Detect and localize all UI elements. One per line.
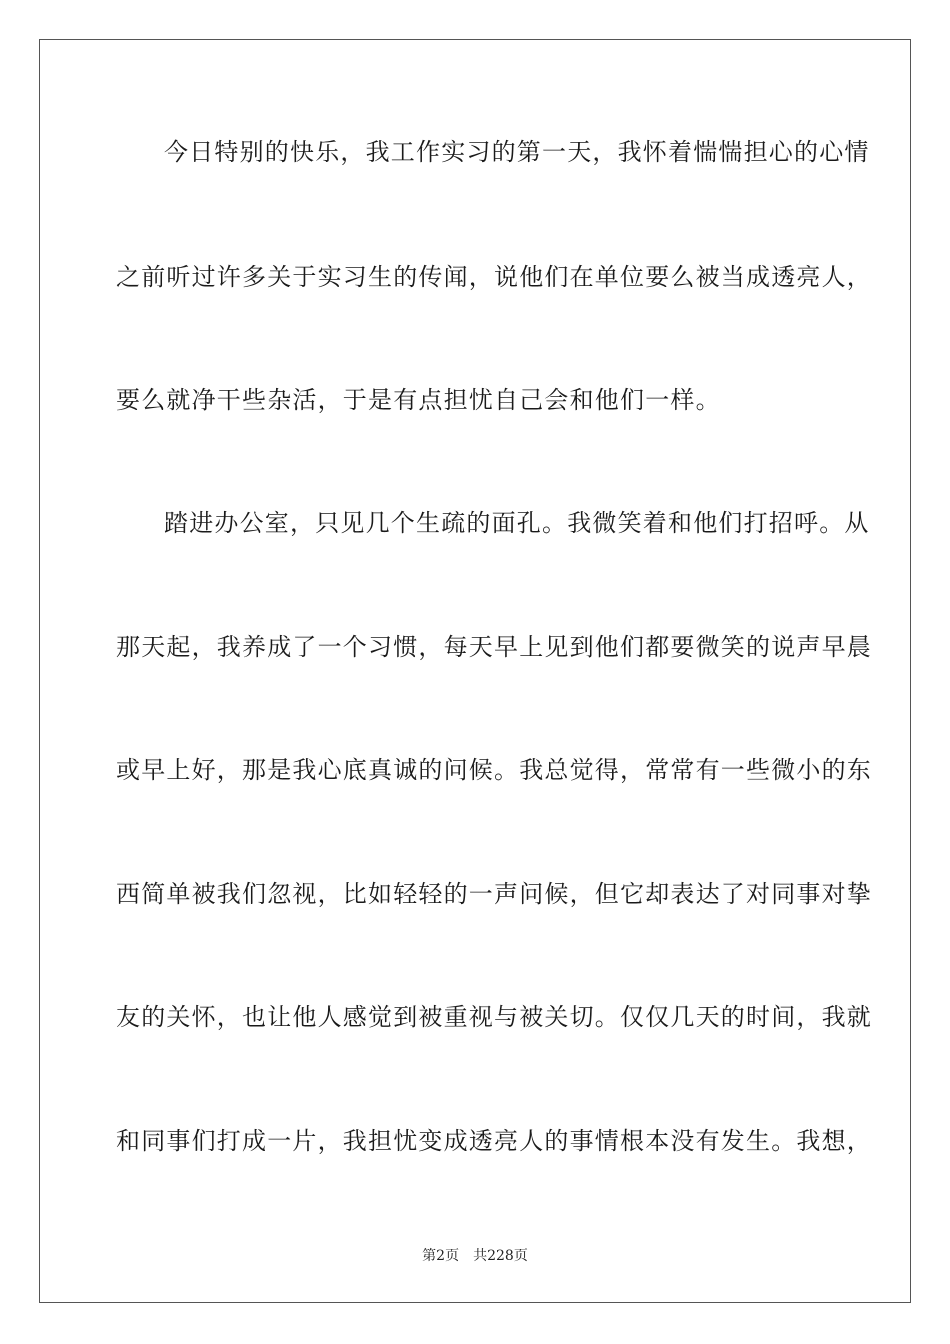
paragraph-line: 或早上好，那是我心底真诚的问候。我总觉得，常常有一些微小的东	[116, 756, 872, 784]
page-total: 共228页	[473, 1248, 528, 1264]
paragraph-line: 那天起，我养成了一个习惯，每天早上见到他们都要微笑的说声早晨	[116, 633, 872, 661]
paragraph-line: 之前听过许多关于实习生的传闻，说他们在单位要么被当成透亮人，	[116, 263, 872, 291]
page-footer	[0, 1247, 950, 1265]
paragraph-line: 今日特别的快乐，我工作实习的第一天，我怀着惴惴担心的心情	[164, 138, 870, 166]
paragraph-line: 要么就净干些杂活，于是有点担忧自己会和他们一样。	[116, 386, 721, 414]
paragraph-line: 西简单被我们忽视，比如轻轻的一声问候，但它却表达了对同事对挚	[116, 880, 872, 908]
paragraph-line: 友的关怀，也让他人感觉到被重视与被关切。仅仅几天的时间，我就	[116, 1003, 872, 1031]
paragraph-line: 和同事们打成一片，我担忧变成透亮人的事情根本没有发生。我想，	[116, 1127, 872, 1155]
paragraph-line: 踏进办公室，只见几个生疏的面孔。我微笑着和他们打招呼。从	[164, 509, 870, 537]
page-number: 第2页	[422, 1248, 460, 1264]
page-border	[39, 39, 911, 1303]
